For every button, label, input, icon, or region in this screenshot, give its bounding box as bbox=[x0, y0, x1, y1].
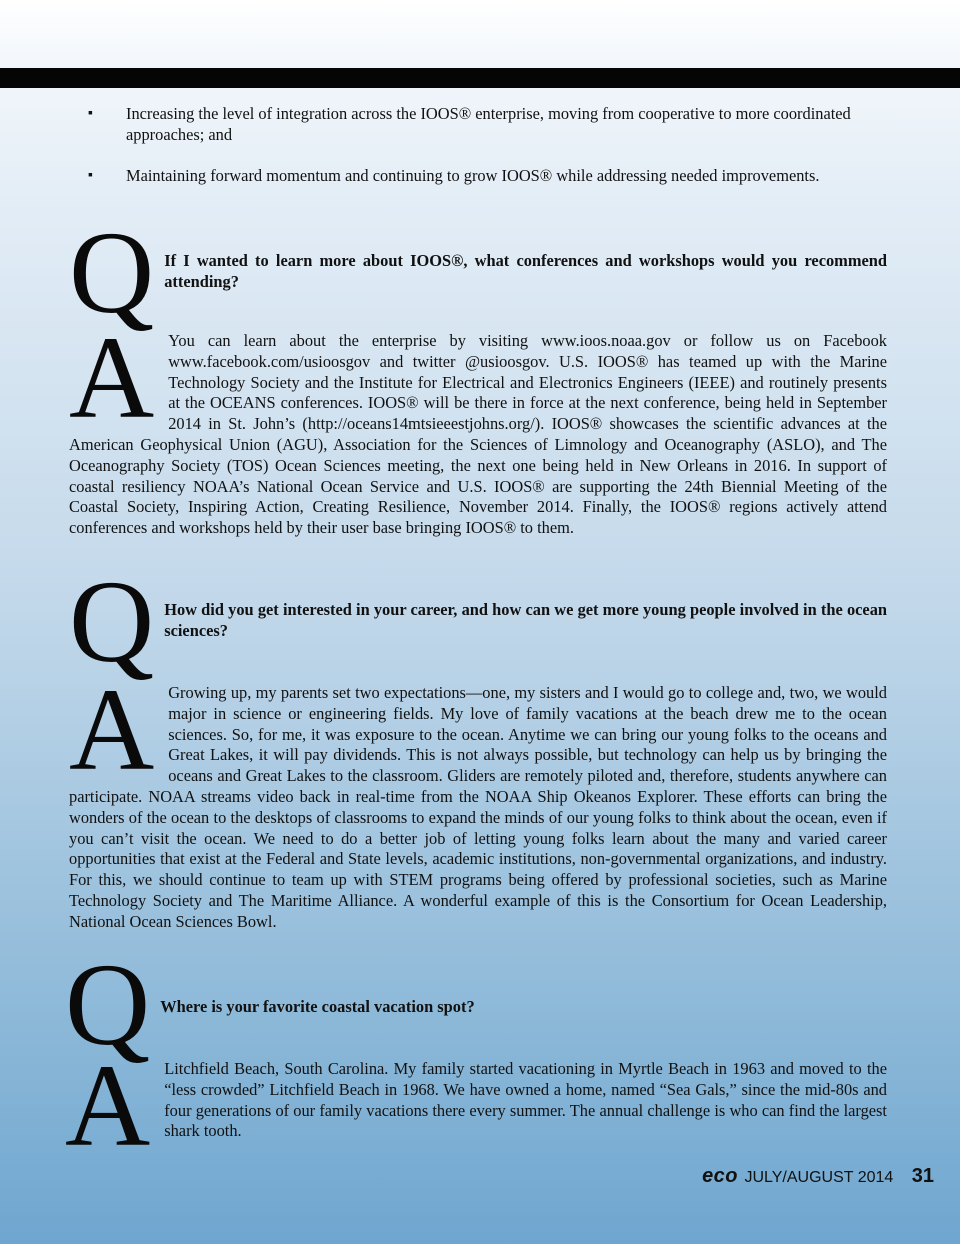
bullet-list bbox=[88, 103, 888, 206]
bullet-marker: ▪ bbox=[88, 106, 93, 121]
question-text: How did you get interested in your career, and how can we get more young people involved in the ocean sciences? bbox=[164, 600, 887, 640]
bullet-text: Increasing the level of integration across the IOOS® enterprise, moving from cooperative to more coordinated approaches; and bbox=[126, 104, 851, 144]
question-block-1 bbox=[69, 207, 887, 338]
answer-text: Litchfield Beach, South Carolina. My family started vacationing in Myrtle Beach in 1963 and moved to the “less crowded” Litchfield Beach in 1968. We have owned a home, named “Sea Gals,” since the mid-80s and four generations of our family vacations there every summer. The annual challenge is who can find the largest shark tooth. bbox=[164, 1059, 887, 1141]
answer-block-3 bbox=[65, 1040, 887, 1171]
answer-text: Growing up, my parents set two expectations—one, my sisters and I would go to college and, two, we would major in science or engineering fields. My love of family vacations at the beach drew me to the ocean sciences. So, for me, it was exposure to the ocean. Anytime we can bring our young folks to the oceans and Great Lakes, it will pay dividends. This is not always possible, but technology can help us by bringing the oceans and Great Lakes to the classroom. Gliders are remotely piloted and, therefore, students anywhere can participate. NOAA streams video back in real-time from the NOAA Ship Okeanos Explorer. These efforts can bring the wonders of the ocean to the desktops of classrooms to expand the minds of our young folks to think about the ocean, even if you can’t visit the ocean. We need to do a better job of letting young folks learn about the many and varied career opportunities that exist at the Federal and State levels, academic institutions, non-governmental organizations, and industry. For this, we should continue to team up with STEM programs being offered by professional societies, such as Marine Technology Society and The Maritime Alliance. A wonderful example of this is the Consortium for Ocean Leadership, National Ocean Sciences Bowl. bbox=[69, 683, 887, 931]
answer-paragraph bbox=[65, 1040, 887, 1171]
answer-paragraph bbox=[69, 312, 887, 539]
answer-text: You can learn about the enterprise by visiting www.ioos.noaa.gov or follow us on Facebook www.facebook.com/usioosgov and twitter @usioosgov. U.S. IOOS® has teamed up with the Marine Technology Society and the Institute for Electrical and Electronics Engineers (IEEE) and routinely presents at the OCEANS conferences. IOOS® will be there in force at the next conference, being held in September 2014 in St. John’s (http://oceans14mtsieeestjohns.org/). IOOS® showcases the scientific advances at the American Geophysical Union (AGU), Association for the Sciences of Limnology and Oceanography (ASLO), and The Oceanography Society (TOS) Ocean Sciences meeting, the next one being held in New Orleans in 2016. In support of coastal resiliency NOAA’s National Ocean Service and U.S. IOOS® are supporting the 24th Biennial Meeting of the Coastal Society, Inspiring Action, Creating Resilience, November 2014. Finally, the IOOS® regions actively attend conferences and workshops held by their user base bringing IOOS® to them. bbox=[69, 331, 887, 538]
a-drop-letter: A bbox=[65, 1040, 151, 1171]
answer-paragraph bbox=[69, 664, 887, 933]
question-text: If I wanted to learn more about IOOS®, what conferences and workshops would you recommend attending? bbox=[164, 251, 887, 291]
question-text: Where is your favorite coastal vacation spot? bbox=[160, 997, 475, 1016]
bullet-text: Maintaining forward momentum and continuing to grow IOOS® while addressing needed improvements. bbox=[126, 166, 820, 185]
a-drop-letter: A bbox=[69, 312, 155, 443]
q-drop-letter: Q bbox=[69, 207, 155, 338]
question-block-3 bbox=[65, 939, 887, 1070]
page-footer bbox=[702, 1165, 934, 1188]
answer-block-2 bbox=[69, 664, 887, 933]
answer-block-1 bbox=[69, 312, 887, 539]
issue-date: JULY/AUGUST 2014 bbox=[744, 1169, 894, 1186]
bullet-marker: ▪ bbox=[88, 168, 93, 183]
question-block-2 bbox=[69, 556, 887, 687]
magazine-brand: eco bbox=[702, 1165, 739, 1187]
header-bar bbox=[0, 68, 960, 88]
a-drop-letter: A bbox=[69, 664, 155, 795]
page-number: 31 bbox=[911, 1165, 934, 1187]
q-drop-letter: Q bbox=[65, 939, 151, 1070]
q-drop-letter: Q bbox=[69, 556, 155, 687]
list-item bbox=[88, 165, 888, 186]
list-item bbox=[88, 103, 888, 145]
